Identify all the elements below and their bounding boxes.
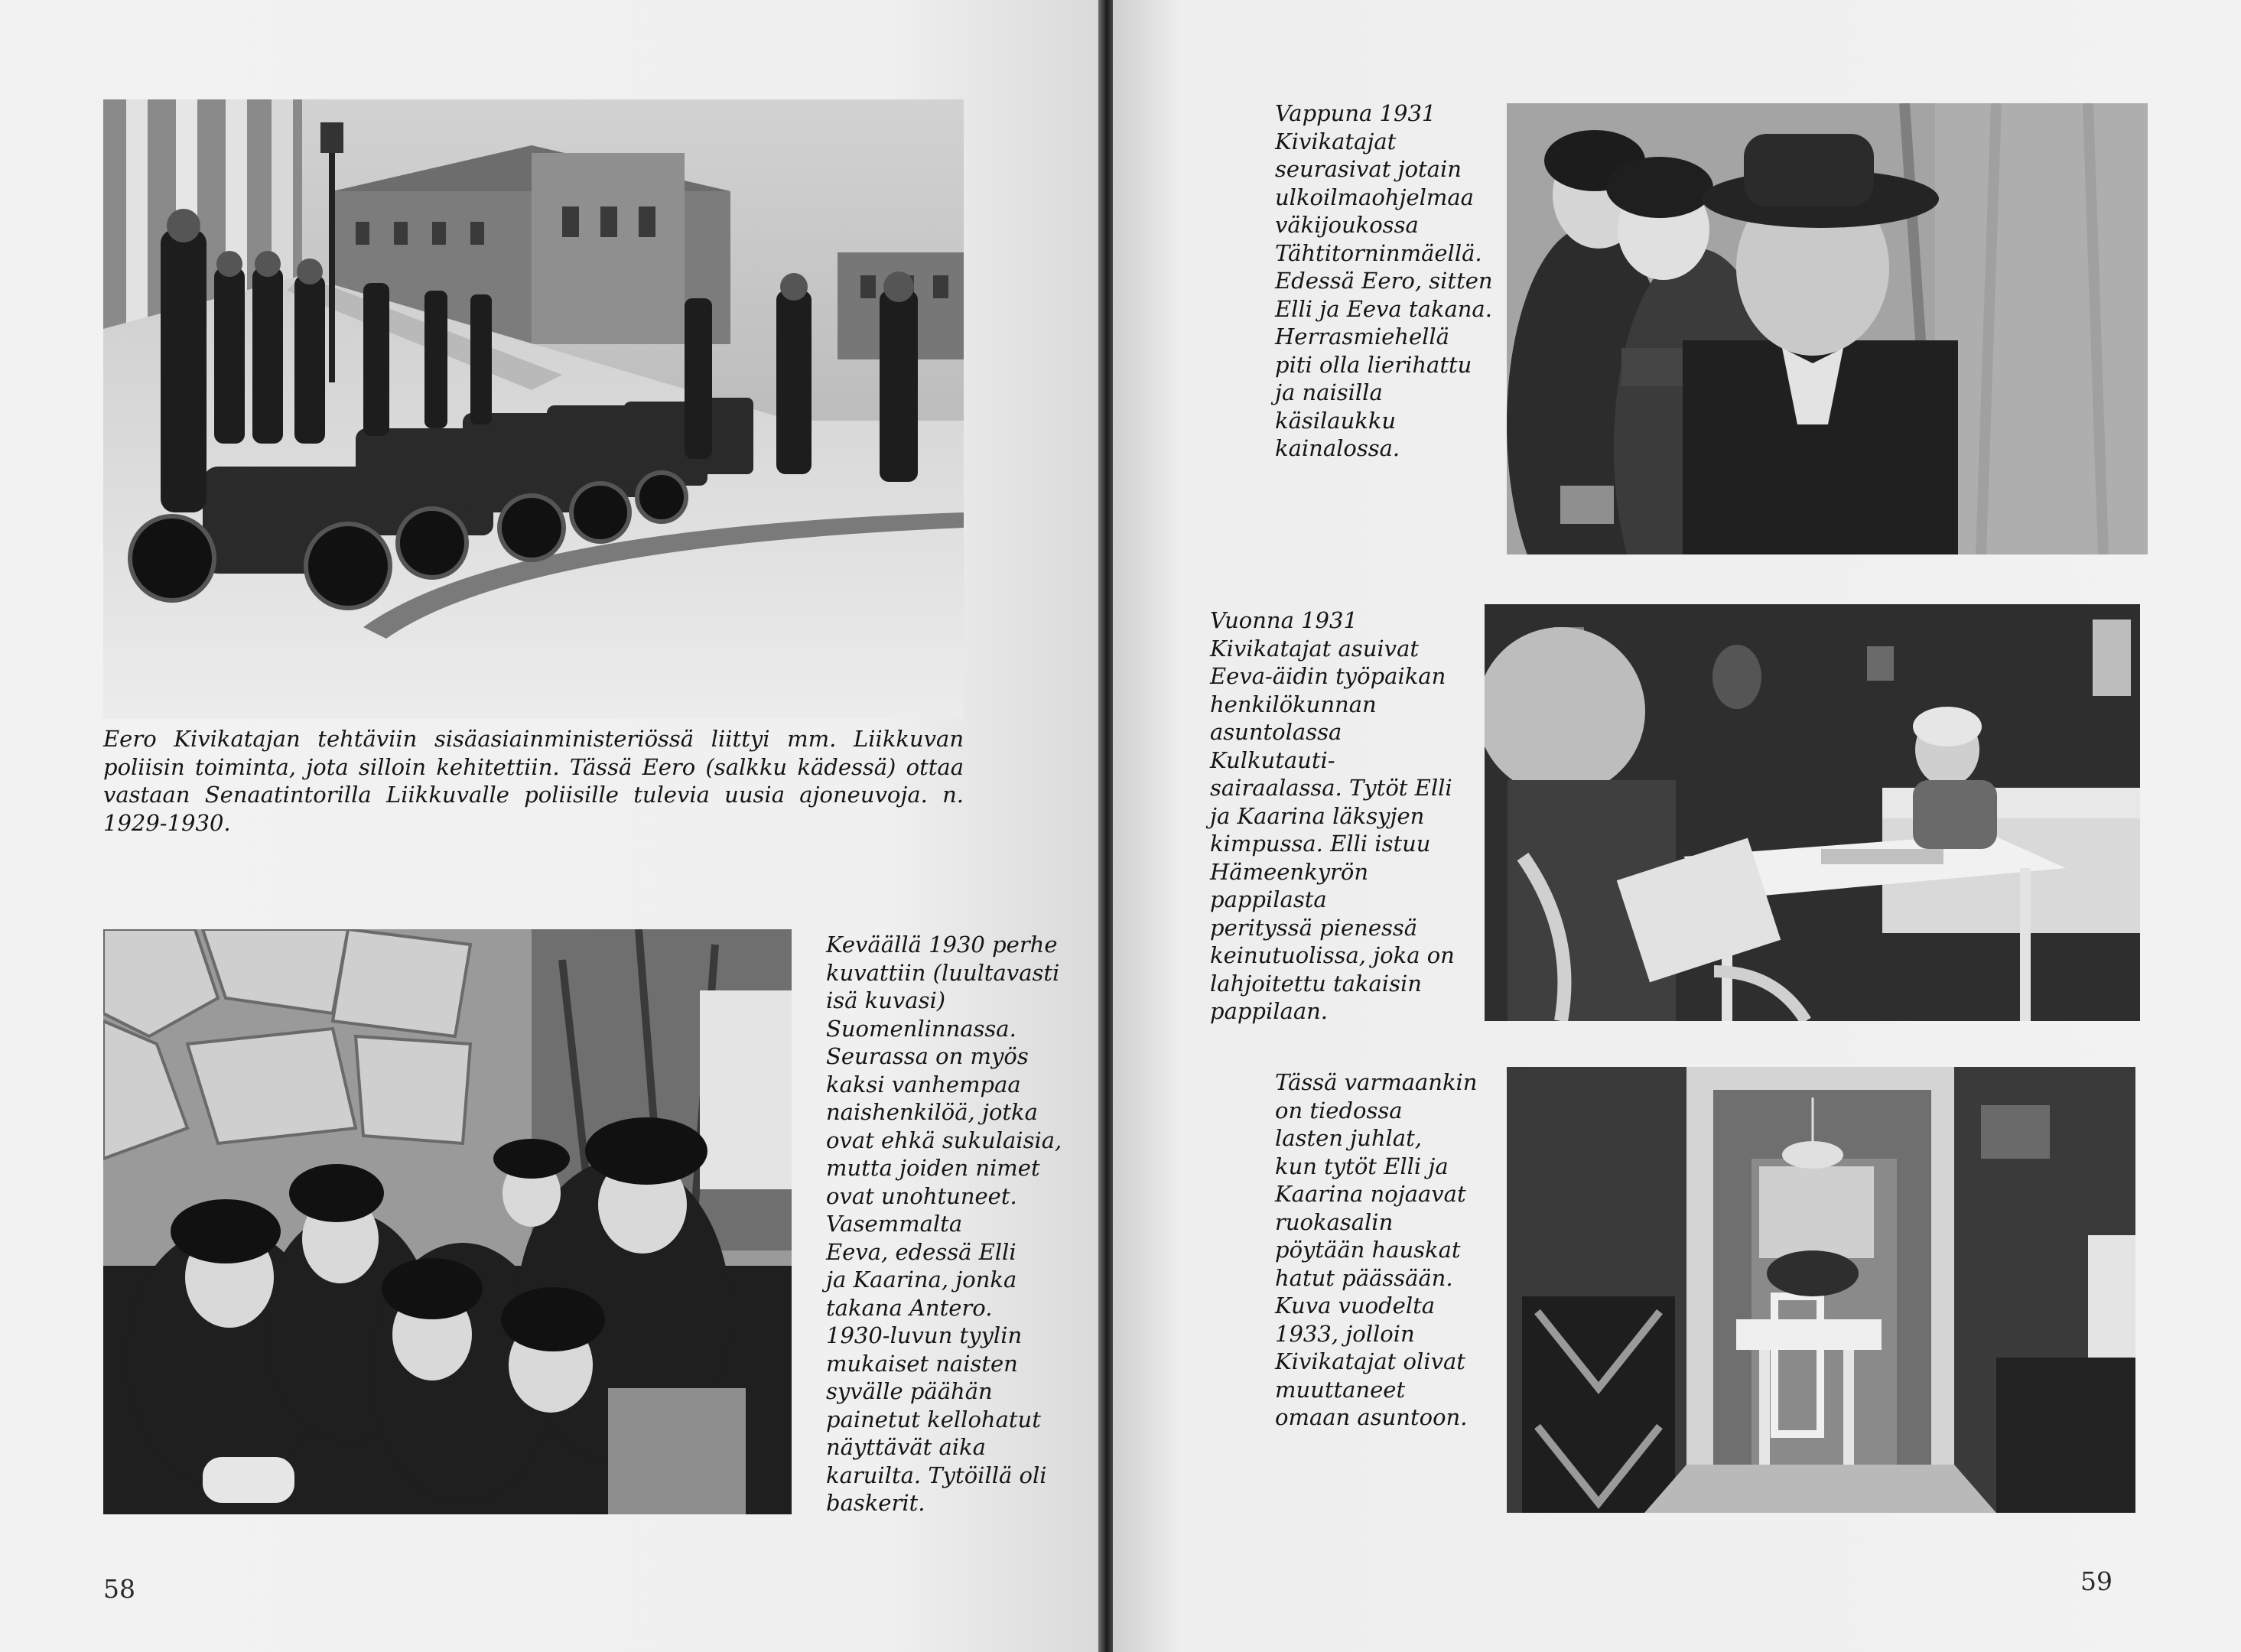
photo-ruokasali-image [1507,1067,2135,1513]
caption-line: Keväällä 1930 perhe [826,932,1058,958]
caption-line: isä kuvasi) [826,987,946,1013]
caption-line: syvälle päähän [826,1378,993,1404]
page-number-left: 58 [103,1574,135,1604]
caption-line: mutta joiden nimet [826,1155,1040,1181]
caption-line: seurasivat jotain [1275,156,1462,182]
caption-line: Eeva, edessä Elli [826,1238,1016,1265]
caption-line: painetut kellohatut [826,1406,1041,1432]
caption-line: hatut päässään. [1275,1264,1453,1291]
caption-line: Edessä Eero, sitten [1275,268,1493,294]
caption-line: naishenkilöä, jotka [826,1099,1038,1125]
caption-line: perityssä pienessä [1210,914,1418,941]
caption-line: Elli ja Eeva takana. [1275,295,1492,322]
caption-line: omaan asuntoon. [1275,1404,1468,1430]
caption-line: Suomenlinnassa. [826,1015,1016,1042]
caption-line: Tähtitorninmäellä. [1275,239,1482,266]
caption-line: näyttävät aika [826,1434,986,1460]
caption-line: Kivikatajat olivat [1275,1348,1465,1374]
caption-line: Kivikatajat asuivat [1210,635,1420,662]
caption-line: on tiedossa [1275,1097,1403,1124]
caption-line: käsilaukku [1275,407,1397,434]
caption-line: ovat ehkä sukulaisia, [826,1127,1062,1153]
caption-line: pöytään hauskat [1275,1237,1461,1263]
caption-suomenlinna [826,931,1086,1517]
caption-line: lasten juhlat, [1275,1125,1422,1151]
caption-line: ruokasalin [1275,1208,1394,1235]
caption-line: Kuva vuodelta [1275,1293,1436,1319]
caption-line: ja naisilla [1275,379,1383,405]
caption-line: 1930-luvun tyylin [826,1322,1023,1348]
caption-police-vehicles: Eero Kivikatajan tehtäviin sisäasiainministeriössä liittyi mm. Liikkuvan poliisin toiminta, jota silloin kehitettiin. Tässä Eero (salkku kädessä) ottaa vastaan Senaatintorilla Liikkuvalle poliisille tulevia uusia ajoneuvoja. n. 1929-1930. [103,726,964,836]
caption-line: ja Kaarina läksyjen [1210,802,1425,829]
photo-suomenlinna-family-image [103,929,792,1514]
caption-line: sairaalassa. Tytöt Elli [1210,775,1452,801]
photo-kulkutauti [1485,604,2140,1021]
caption-line: Vasemmalta [826,1211,963,1237]
caption-line: Eeva-äidin työpaikan [1210,663,1446,689]
caption-line: muuttaneet [1275,1376,1406,1403]
caption-line: lahjoitettu takaisin [1210,970,1422,997]
photo-police-vehicles-image [103,99,964,719]
caption-line: pappilasta [1210,886,1327,912]
caption-line: Tässä varmaankin [1275,1069,1478,1095]
caption-line: pappilaan. [1210,998,1329,1024]
caption-line: mukaiset naisten [826,1350,1018,1377]
photo-ruokasali [1507,1067,2135,1513]
caption-line: Vuonna 1931 [1210,607,1358,633]
photo-kulkutauti-image [1485,604,2140,1021]
photo-vappu-image [1507,103,2148,554]
right-page [1113,0,2241,1652]
caption-juhlat [1275,1068,1504,1432]
caption-line: kainalossa. [1275,435,1400,461]
caption-line: kaksi vanhempaa [826,1071,1021,1098]
caption-line: kuvattiin (luultavasti [826,959,1060,986]
caption-line: piti olla lierihattu [1275,351,1472,378]
caption-line: takana Antero. [826,1294,993,1321]
caption-line: väkijoukossa [1275,212,1419,238]
caption-line: keinutuolissa, joka on [1210,942,1455,968]
left-page [0,0,1101,1652]
caption-line: asuntolassa [1210,719,1342,745]
caption-line: ulkoilmaohjelmaa [1275,184,1474,210]
caption-line: Vappuna 1931 [1275,100,1436,126]
caption-line: ja Kaarina, jonka [826,1267,1017,1293]
photo-vappu [1507,103,2148,554]
caption-line: Hämeenkyrön [1210,858,1369,885]
page-number-right: 59 [2080,1566,2113,1596]
caption-line: Seurassa on myös [826,1043,1029,1069]
caption-line: Kaarina nojaavat [1275,1181,1466,1207]
caption-vappu [1275,99,1504,463]
photo-suomenlinna-family [103,929,792,1514]
caption-kulkutauti [1210,606,1478,1026]
caption-line: Kivikatajat [1275,128,1397,154]
caption-line: kimpussa. Elli istuu [1210,831,1431,857]
caption-line: kun tytöt Elli ja [1275,1153,1449,1179]
caption-line: ovat unohtuneet. [826,1182,1017,1209]
caption-line: baskerit. [826,1490,925,1516]
caption-line: Kulkutauti- [1210,746,1335,773]
caption-line: 1933, jolloin [1275,1320,1415,1347]
caption-line: Herrasmiehellä [1275,324,1449,350]
caption-line: karuilta. Tytöillä oli [826,1462,1047,1488]
photo-police-vehicles [103,99,964,719]
caption-line: henkilökunnan [1210,691,1377,717]
